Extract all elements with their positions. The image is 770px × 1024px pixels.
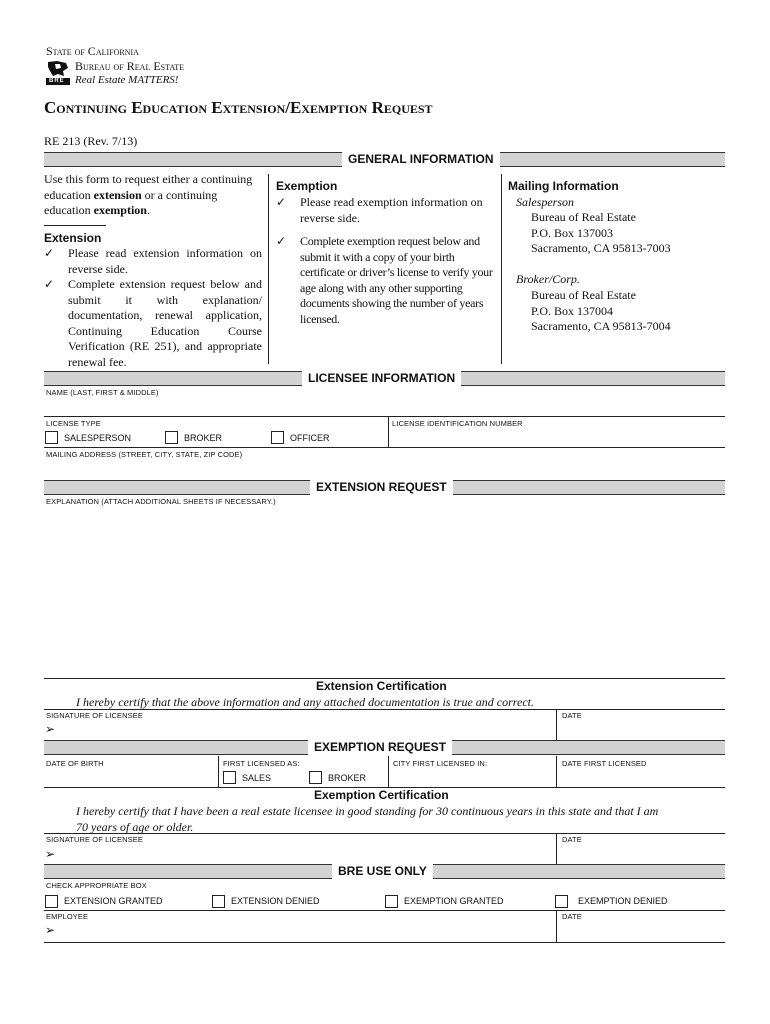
row-divider xyxy=(44,447,725,448)
field-divider xyxy=(556,833,557,864)
address-line: Sacramento, CA 95813-7004 xyxy=(531,319,671,333)
officer-option-label: OFFICER xyxy=(290,433,330,443)
date-first-licensed-label: DATE FIRST LICENSED xyxy=(562,759,647,768)
address-line: Sacramento, CA 95813-7003 xyxy=(531,241,671,255)
sales-option-label: SALES xyxy=(242,773,272,783)
name-label: NAME (LAST, FIRST & MIDDLE) xyxy=(46,388,159,397)
broker-option-label: BROKER xyxy=(184,433,223,443)
exemption-item-text: Please read exemption information on reverse side. xyxy=(300,195,483,225)
exemption-request-bar xyxy=(44,740,725,755)
address-line: Bureau of Real Estate xyxy=(531,288,636,302)
bre-use-only-title: BRE USE ONLY xyxy=(332,864,433,879)
arrow-bullet-icon: ➢ xyxy=(45,722,56,736)
first-broker-option-label: BROKER xyxy=(328,773,367,783)
bre-date-field[interactable] xyxy=(558,922,724,940)
extension-cert-text: I hereby certify that the above information and any attached documentation is true and correct. xyxy=(76,695,535,709)
extension-granted-label: EXTENSION GRANTED xyxy=(64,896,163,906)
agency-header xyxy=(46,44,139,58)
first-broker-checkbox[interactable] xyxy=(309,771,322,784)
extension-date-label: DATE xyxy=(562,711,582,720)
mailing-heading: Mailing Information xyxy=(508,179,619,193)
mailing-address-field[interactable] xyxy=(44,460,725,478)
employee-field[interactable] xyxy=(64,922,554,940)
check-icon: ✓ xyxy=(276,195,287,209)
bureau-name: Bureau of Real Estate xyxy=(75,59,185,73)
explanation-label: EXPLANATION (ATTACH ADDITIONAL SHEETS IF NECESSARY.) xyxy=(46,497,276,506)
exemption-denied-checkbox[interactable] xyxy=(555,895,568,908)
extension-date-field[interactable] xyxy=(558,721,724,738)
exemption-granted-label: EXEMPTION GRANTED xyxy=(404,896,504,906)
general-intro xyxy=(44,172,262,219)
exemption-cert-title: Exemption Certification xyxy=(314,788,449,802)
intro-emphasis: extension xyxy=(93,187,142,202)
mailing-address-label: MAILING ADDRESS (STREET, CITY, STATE, ZIP CODE) xyxy=(46,450,243,459)
intro-divider xyxy=(44,225,106,226)
license-id-field[interactable] xyxy=(390,429,724,446)
salesperson-address xyxy=(531,210,671,257)
dob-label: DATE OF BIRTH xyxy=(46,759,104,768)
exemption-item-2 xyxy=(276,234,494,327)
exemption-heading: Exemption xyxy=(276,179,338,193)
sales-checkbox[interactable] xyxy=(223,771,236,784)
explanation-field[interactable] xyxy=(44,508,727,678)
check-icon: ✓ xyxy=(44,246,55,260)
first-licensed-label: FIRST LICENSED AS: xyxy=(223,759,300,768)
bottom-rule xyxy=(44,942,725,943)
row-divider xyxy=(44,910,725,911)
extension-signature-label: SIGNATURE OF LICENSEE xyxy=(46,711,143,720)
salesperson-label: Salesperson xyxy=(516,195,574,209)
address-line: P.O. Box 137003 xyxy=(531,225,614,240)
bre-use-only-bar xyxy=(44,864,725,879)
bre-logo xyxy=(46,59,70,85)
check-box-label: CHECK APPROPRIATE BOX xyxy=(46,881,147,890)
field-divider xyxy=(218,756,219,787)
employee-label: EMPLOYEE xyxy=(46,912,89,921)
column-divider xyxy=(268,174,269,364)
name-field[interactable] xyxy=(44,398,725,416)
check-icon: ✓ xyxy=(44,277,55,291)
broker-label: Broker/Corp. xyxy=(516,272,580,286)
officer-checkbox[interactable] xyxy=(271,431,284,444)
exemption-request-title: EXEMPTION REQUEST xyxy=(308,740,452,755)
row-divider xyxy=(44,833,725,834)
arrow-bullet-icon: ➢ xyxy=(45,923,56,937)
extension-request-bar xyxy=(44,480,725,495)
column-divider xyxy=(501,174,502,364)
exemption-signature-label: SIGNATURE OF LICENSEE xyxy=(46,835,143,844)
extension-granted-checkbox[interactable] xyxy=(45,895,58,908)
intro-text: education xyxy=(44,187,94,202)
dob-field[interactable] xyxy=(44,769,216,786)
exemption-cert-text xyxy=(76,804,658,835)
intro-text: education xyxy=(44,203,94,217)
field-divider xyxy=(556,910,557,942)
licensee-info-title: LICENSEE INFORMATION xyxy=(302,371,461,386)
licensee-info-bar xyxy=(44,371,725,386)
license-id-label: LICENSE IDENTIFICATION NUMBER xyxy=(392,419,523,428)
city-first-licensed-label: CITY FIRST LICENSED IN: xyxy=(393,759,488,768)
exemption-granted-checkbox[interactable] xyxy=(385,895,398,908)
intro-line: Use this form to request either a continuing xyxy=(44,172,253,186)
extension-item-text: Complete extension request below and submit it with explanation/ documentation, renewal application, Continuing Education Course Verification (RE 251), and appropriate renewal fee. xyxy=(68,277,262,369)
extension-denied-checkbox[interactable] xyxy=(212,895,225,908)
exemption-item-text: Complete exemption request below and submit it with a copy of your birth certificate or driver’s license to verify your age along with any other supporting documents showing the number of years licensed. xyxy=(300,234,493,326)
extension-cert-title: Extension Certification xyxy=(316,679,447,693)
exemption-cert-line: I hereby certify that I have been a real estate licensee in good standing for 30 continuous years in this state and that I am xyxy=(76,804,659,818)
exemption-cert-line: 70 years of age or older. xyxy=(76,819,194,834)
logo-text: BRE xyxy=(49,78,65,84)
state-name: State of California xyxy=(46,44,139,58)
extension-denied-label: EXTENSION DENIED xyxy=(231,896,320,906)
field-divider xyxy=(388,756,389,787)
extension-heading: Extension xyxy=(44,231,102,245)
row-divider xyxy=(44,709,725,710)
broker-address xyxy=(531,288,671,335)
row-divider xyxy=(44,416,725,417)
general-info-title: GENERAL INFORMATION xyxy=(342,152,500,167)
license-type-label: LICENSE TYPE xyxy=(46,419,101,428)
salesperson-option-label: SALESPERSON xyxy=(64,433,132,443)
intro-text: . xyxy=(146,203,150,217)
bre-date-label: DATE xyxy=(562,912,582,921)
form-number: RE 213 (Rev. 7/13) xyxy=(44,134,138,148)
exemption-date-label: DATE xyxy=(562,835,582,844)
date-first-licensed-field[interactable] xyxy=(558,769,724,786)
address-line: Bureau of Real Estate xyxy=(531,210,636,224)
extension-item-1 xyxy=(44,246,262,277)
field-divider xyxy=(556,709,557,740)
salesperson-checkbox[interactable] xyxy=(45,431,58,444)
general-info-bar xyxy=(44,152,725,167)
extension-item-2 xyxy=(44,277,262,370)
exemption-item-1 xyxy=(276,195,494,226)
intro-text: or a continuing xyxy=(141,187,218,202)
arrow-bullet-icon: ➢ xyxy=(45,847,56,861)
address-line: P.O. Box 137004 xyxy=(531,303,614,318)
exemption-signature-field[interactable] xyxy=(64,846,554,863)
field-divider xyxy=(556,756,557,787)
extension-signature-field[interactable] xyxy=(64,721,554,738)
field-divider xyxy=(388,416,389,447)
exemption-date-field[interactable] xyxy=(558,846,724,863)
agency-tagline: Real Estate MATTERS! xyxy=(75,74,179,86)
extension-item-text: Please read extension information on reverse side. xyxy=(68,246,262,276)
city-first-licensed-field[interactable] xyxy=(390,769,554,786)
form-title: Continuing Education Extension/Exemption Request xyxy=(44,98,433,117)
exemption-denied-label: EXEMPTION DENIED xyxy=(578,896,668,906)
intro-emphasis: exemption xyxy=(93,203,147,217)
extension-request-title: EXTENSION REQUEST xyxy=(310,480,453,495)
check-icon: ✓ xyxy=(276,234,287,248)
broker-checkbox[interactable] xyxy=(165,431,178,444)
